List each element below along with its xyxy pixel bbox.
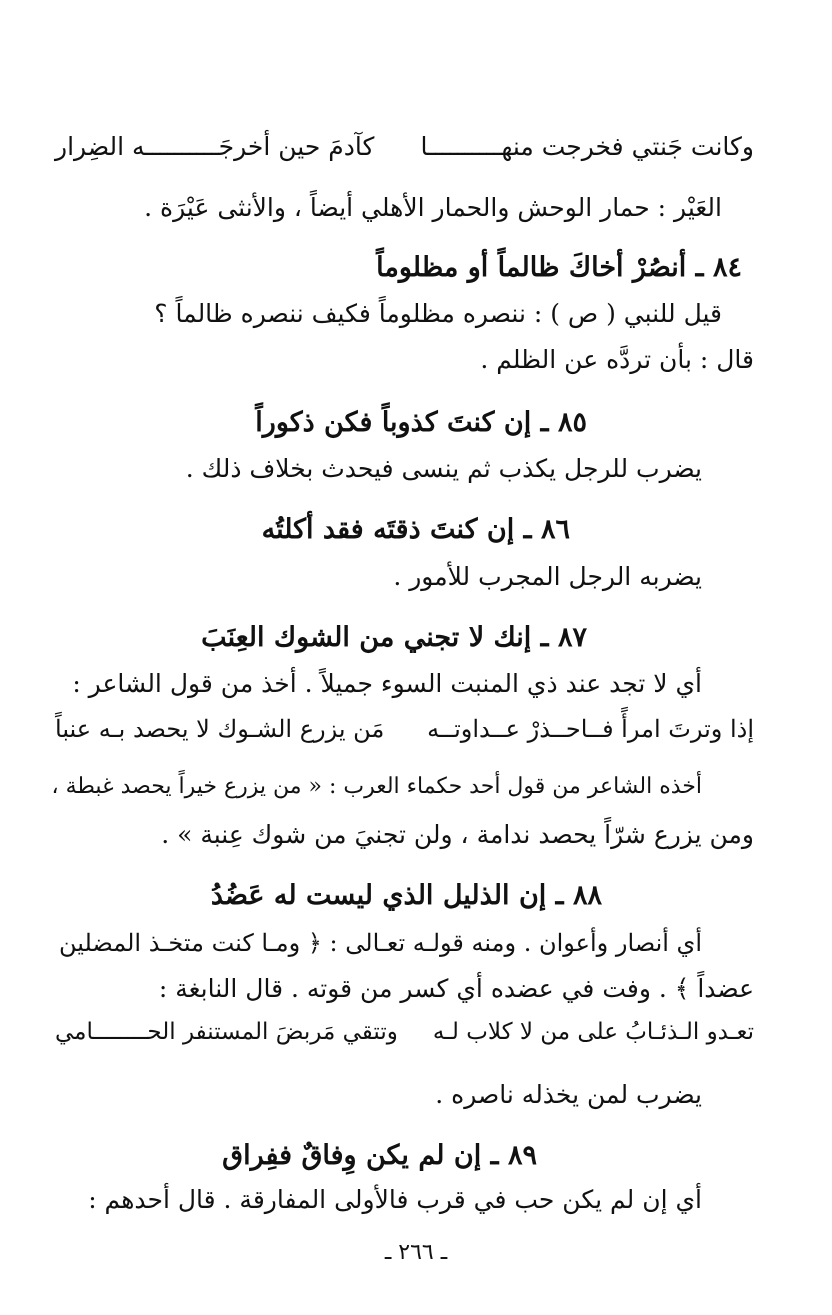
paragraph-line: أي لا تجد عند ذي المنبت السوء جميلاً . أخذ من قول الشاعر : — [72, 669, 702, 698]
proverb-heading-84: ٨٤ ـ أنصُرْ أخاكَ ظالماً أو مظلوماً — [376, 252, 742, 283]
proverb-heading-85: ٨٥ ـ إن كنتَ كذوباً فكن ذكوراً — [255, 407, 587, 438]
verse-hemistich-left: كآدمَ حين أخرجَــــــــــه الضِرار — [55, 132, 375, 161]
paragraph-line: يضرب للرجل يكذب ثم ينسى فيحدث بخلاف ذلك . — [185, 454, 702, 483]
verse-hemistich-left: مَن يزرع الشـوك لا يحصد بـه عنباً — [55, 715, 385, 743]
proverb-heading-86: ٨٦ ـ إن كنتَ ذقتَه فقد أكلتُه — [261, 514, 570, 545]
proverb-heading-87: ٨٧ ـ إنك لا تجني من الشوك العِنَبَ — [201, 622, 587, 653]
page-number: ـ ٢٦٦ ـ — [384, 1240, 448, 1265]
verse-hemistich-right: وكانت جَنتي فخرجت منهــــــــــا — [420, 132, 754, 161]
gloss-line: العَيْر : حمار الوحش والحمار الأهلي أيضاً ، والأنثى عَيْرَة . — [144, 193, 722, 222]
paragraph-line: يضربه الرجل المجرب للأمور . — [393, 562, 702, 591]
paragraph-line: أخذه الشاعر من قول أحد حكماء العرب : « من يزرع خيراً يحصد غبطة ، — [51, 774, 702, 799]
paragraph-line: قال : بأن تردَّه عن الظلم . — [480, 345, 754, 374]
paragraph-line: أي أنصار وأعوان . ومنه قولـه تعـالى : ﴿ ومـا كنت متخـذ المضلين — [58, 929, 702, 957]
verse-hemistich-right: إذا وترتَ امرأً فــاحــذرْ عــداوتــه — [427, 715, 754, 743]
paragraph-line: أي إن لم يكن حب في قرب فالأولى المفارقة . قال أحدهم : — [88, 1185, 702, 1214]
paragraph-line: ومن يزرع شرّاً يحصد ندامة ، ولن تجنيَ من شوك عِنبة » . — [161, 820, 754, 849]
paragraph-line: قيل للنبي ( ص ) : ننصره مظلوماً فكيف ننصره ظالماً ؟ — [154, 299, 722, 328]
verse-hemistich-right: تعـدو الـذئـابُ على من لا كلاب لـه — [432, 1019, 754, 1045]
paragraph-line: عضداً ﴾ . وفت في عضده أي كسر من قوته . قال النابغة : — [158, 974, 754, 1003]
verse-line — [55, 712, 754, 746]
proverb-heading-89: ٨٩ ـ إن لم يكن وِفاقٌ ففِراق — [222, 1140, 537, 1171]
proverb-heading-88: ٨٨ ـ إن الذليل الذي ليست له عَضُدُ — [210, 880, 602, 911]
verse-hemistich-left: وتتقي مَربضَ المستنفر الحــــــــامي — [55, 1019, 398, 1045]
verse-line — [55, 130, 754, 164]
paragraph-line: يضرب لمن يخذله ناصره . — [435, 1080, 702, 1109]
verse-line — [55, 1015, 754, 1049]
